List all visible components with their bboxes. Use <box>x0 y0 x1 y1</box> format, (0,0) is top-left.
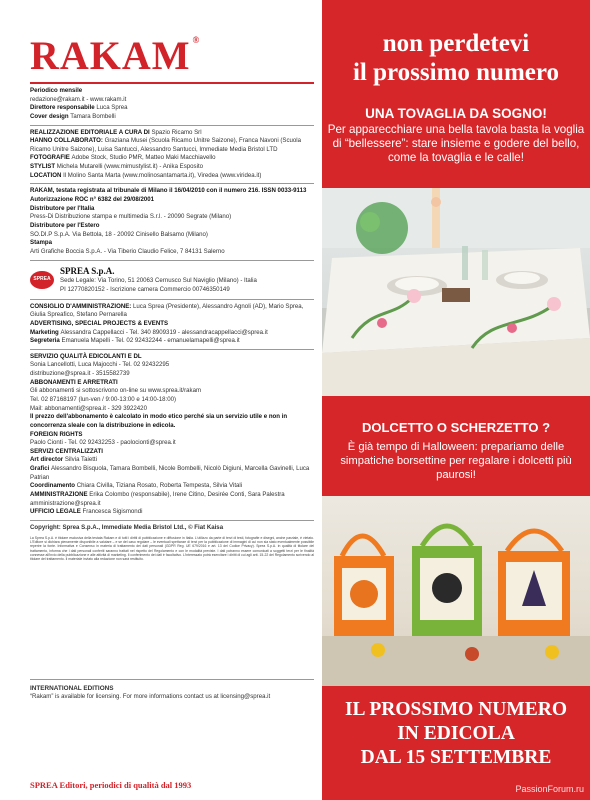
masthead-line: Mail: abbonamenti@sprea.it - 329 3922420 <box>30 404 147 412</box>
tablecloth-title: UNA TOVAGLIA DA SOGNO! <box>365 105 547 121</box>
masthead-line: FOTOGRAFIE Adobe Stock, Studio PMR, Matteo Maki Macchiavello <box>30 154 216 162</box>
masthead-block-2 <box>30 129 314 181</box>
masthead-line: Periodico mensile <box>30 87 83 94</box>
masthead-line: CONSIGLIO D'AMMINISTRAZIONE: Luca Sprea (Presidente), Alessandro Agnoli (AD), Mario Sprea, Giulia Spreafico, Stefano Pernarella <box>30 302 304 319</box>
masthead-line: HANNO COLLABORATO: Graziana Musei (Scuola Ricamo Unitre Saizone), Franca Navoni (Scuola Ricamo Unitre Saizone), Luisa Santucci, Alessandro Santucci, Immediate Media Bristol LTD <box>30 137 302 153</box>
next-issue-headline: non perdetevi il prossimo numero <box>352 30 560 86</box>
next-issue-date: IL PROSSIMO NUMERO IN EDICOLA DAL 15 SETTEMBRE <box>344 699 568 768</box>
sprea-address: Sede Legale: Via Torino, 51 20063 Cernusco Sul Naviglio (Milano) - Italia <box>60 277 257 285</box>
masthead-line: redazione@rakam.it - www.rakam.it <box>30 95 127 103</box>
masthead-line: SERVIZI CENTRALIZZATI <box>30 447 103 455</box>
masthead-line: Paolo Cionti - Tel. 02 92432253 - paolocionti@sprea.it <box>30 439 176 447</box>
masthead-line: Cover design Tamara Bombelli <box>30 112 116 120</box>
masthead-line: SO.DI.P S.p.A. Via Bettola, 18 - 20092 Cinisello Balsamo (Milano) <box>30 230 208 238</box>
masthead-line: STYLIST Michela Mutarelli (www.mimustylist.it) - Anika Esposito <box>30 163 204 171</box>
masthead-line: ADVERTISING, SPECIAL PROJECTS & EVENTS <box>30 319 169 327</box>
masthead-line: ABBONAMENTI E ARRETRATI <box>30 378 118 386</box>
rakam-logo: RAKAM ® <box>30 33 201 78</box>
masthead-line: Autorizzazione ROC n° 6382 del 29/08/2001 <box>30 196 155 204</box>
masthead-block-5 <box>30 353 314 517</box>
masthead-line: Gli abbonamenti si sottoscrivono on-line su www.sprea.it/rakam <box>30 387 202 395</box>
masthead-credits <box>30 87 314 701</box>
halloween-bags-illustration <box>322 496 590 686</box>
next-issue-column <box>322 0 590 800</box>
masthead-line: UFFICIO LEGALE Francesca Sigismondi <box>30 508 143 516</box>
masthead-line: RAKAM, testata registrata al tribunale di Milano il 16/04/2010 con il numero 216. ISSN 0033-9113 <box>30 187 307 195</box>
halloween-description: È già tempo di Halloween: prepariamo delle simpatiche borsettine per regalare i dolcetti più paurosi! <box>340 441 572 481</box>
sprea-name: SPREA S.p.A. <box>60 265 115 276</box>
masthead-line: Coordinamento Chiara Civilla, Tiziana Rosato, Roberta Tempesta, Silvia Vitali <box>30 482 243 490</box>
masthead-line: Art director Silvia Taietti <box>30 456 97 464</box>
masthead-line: FOREIGN RIGHTS <box>30 430 83 438</box>
masthead-line: Distributore per l'Italia <box>30 204 95 212</box>
masthead-line: Il prezzo dell'abbonamento è calcolato in modo etico perché sia un servizio utile e non in concorrenza sleale con la distribuzione in edicola. <box>30 413 288 429</box>
masthead-line: Arti Grafiche Boccia S.p.A. - Via Tiberio Claudio Felice, 7 84131 Salerno <box>30 247 225 255</box>
tablecloth-photo <box>322 188 590 396</box>
masthead-line: REALIZZAZIONE EDITORIALE A CURA DI Spazio Ricamo Srl <box>30 128 202 136</box>
masthead-line: Direttore responsabile Luca Sprea <box>30 104 128 112</box>
masthead-line: Sonia Lancellotti, Luca Majocchi - Tel. 02 92432295 <box>30 361 170 369</box>
masthead-line: Marketing Alessandra Cappellacci - Tel. 340 8909319 - alessandracappellacci@sprea.it <box>30 328 268 336</box>
masthead-line: AMMINISTRAZIONE Erika Colombo (responsabile), Irene Citino, Desirée Conti, Sara Palestra amministrazione@sprea.it <box>30 491 285 507</box>
tablecloth-description: Per apparecchiare una bella tavola basta la voglia di “bellessere”: stare insieme e godere del bello, come la tovaglia e le calle! <box>327 122 585 165</box>
sprea-footer: SPREA Editori, periodici di qualità dal 1993 <box>30 780 192 790</box>
copyright-line: Copyright: Sprea S.p.A., Immediate Media Bristol Ltd., © Fiat Kaisa <box>30 523 224 531</box>
sprea-registration: PI 12770820152 - Iscrizione camera Commercio 00746350149 <box>60 285 230 293</box>
masthead-line: distribuzione@sprea.it - 3515582739 <box>30 370 130 378</box>
site-watermark: PassionForum.ru <box>515 784 584 794</box>
legal-small-print: La Sprea S.p.A. è titolare esclusiva della testata Rakam e di tutti i diritti di pubblicazione e diffusione in Italia. L'utilizzo da parte di terzi di testi, fotografie e disegni, anche parziale, è vietato. L'Editore si dichiara pienamente disponibile a valutare – e se del caso regolare – le eventuali spettanze di terzi per la pubblicazione di immagini di cui non sia stato eventualmente possibile reperire la fonte. Informativa e Consenso in materia di trattamento dei dati personali (GDPR Reg. UE 679/2016 e art. 13 del Codice Privacy). Sprea S.p.A. in qualità di titolare del trattamento, informa che i dati personali conferiti saranno trattati nel rispetto del Regolamento e con le modalità previste. I dati potranno essere comunicati a soggetti terzi per le finalità connesse all'invio della pubblicazione e alle attività di marketing. Il conferimento dei dati è facoltativo. L'interessato potrà esercitare i diritti di cui agli artt. 15-22 del Regolamento scrivendo al titolare del trattamento. Il materiale inviato alla redazione non sarà restituito. <box>30 535 314 562</box>
masthead-line: Grafici Alessandro Bisquola, Tamara Bombelli, Nicole Bombelli, Nicolò Digiuni, Marcella Gavinelli, Luca Patrian <box>30 465 310 481</box>
sprea-company <box>30 265 314 295</box>
masthead-block-1 <box>30 87 314 122</box>
masthead-block-3 <box>30 187 314 256</box>
intl-editions-text: “Rakam” is available for licensing. For more informations contact us at licensing@sprea.it <box>30 692 271 700</box>
masthead-line: LOCATION Il Molino Santa Marta (www.molinosantamarta.it), Viredea (www.viridea.it) <box>30 171 262 179</box>
masthead-line: SERVIZIO QUALITÀ EDICOLANTI E DL <box>30 352 142 360</box>
masthead-block-4 <box>30 303 314 346</box>
tablecloth-illustration <box>322 188 590 396</box>
masthead-line: Segreteria Emanuela Mapelli - Tel. 02 92432244 - emanuelamapelli@sprea.it <box>30 337 240 345</box>
masthead-line: Distributore per l'Estero <box>30 221 100 229</box>
masthead-line: Tel. 02 87168197 (lun-ven / 9:00-13:00 e 14:00-18:00) <box>30 395 177 403</box>
masthead-line: Stampa <box>30 239 53 247</box>
masthead-line: Press-Di Distribuzione stampa e multimedia S.r.l. - 20090 Segrate (Milano) <box>30 213 232 221</box>
sprea-logo-icon: SPREA <box>30 271 54 289</box>
logo-divider <box>30 82 314 84</box>
halloween-bags-photo <box>322 496 590 686</box>
halloween-title: DOLCETTO O SCHERZETTO ? <box>361 420 551 435</box>
intl-editions-title: INTERNATIONAL EDITIONS <box>30 684 114 692</box>
